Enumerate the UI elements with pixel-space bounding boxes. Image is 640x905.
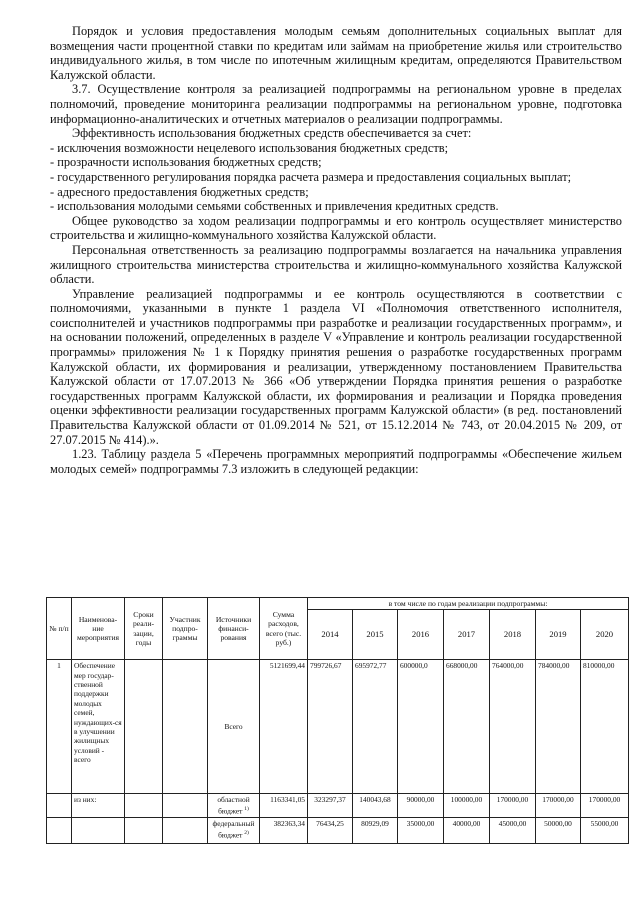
row2-num xyxy=(47,794,72,818)
row2-source xyxy=(208,794,260,818)
list-item-targeted: - адресного предоставления бюджетных средств; xyxy=(50,184,309,199)
header-year-2017: 2017 xyxy=(444,610,490,660)
list-item-regulation: - государственного регулирования порядка расчета размера и предоставления социальных выплат; xyxy=(50,169,572,184)
row2-2016: 90000,00 xyxy=(398,794,444,818)
row2-2014: 323297,37 xyxy=(308,794,353,818)
header-years-group: в том числе по годам реализации подпрограммы: xyxy=(308,598,629,610)
row1-terms xyxy=(125,660,163,794)
list-item-misuse: - исключения возможности нецелевого использования бюджетных средств; xyxy=(50,140,449,155)
row1-2017: 668000,00 xyxy=(444,660,490,794)
paragraph-1-23-table-intro: 1.23. Таблицу раздела 5 «Перечень программных мероприятий подпрограммы «Обеспечение жильем молодых семей» подпрограммы 7.3 изложить в следующей редакции: xyxy=(50,447,622,476)
paragraph-general-management: Общее руководство за ходом реализации подпрограммы и его контроль осуществляет министерство строительства и жилищно-коммунального хозяйства Калужской области. xyxy=(50,213,622,243)
header-name: Наименова-ние мероприятия xyxy=(72,598,125,660)
table-row xyxy=(47,660,629,794)
row1-source: Всего xyxy=(208,660,260,794)
row3-2016: 35000,00 xyxy=(398,818,444,844)
header-sources: Источники финанси-рования xyxy=(208,598,260,660)
row1-2020: 810000,00 xyxy=(581,660,629,794)
list-item-transparency: - прозрачности использования бюджетных средств; xyxy=(50,155,322,170)
row3-sum: 382363,34 xyxy=(260,818,308,844)
row2-terms xyxy=(125,794,163,818)
header-year-2019: 2019 xyxy=(536,610,581,660)
row3-footnote: 2) xyxy=(244,829,249,836)
row1-name: Обеспечение мер государ-ственной поддержки молодых семей, нуждающих-ся в улучшении жилищных условий - всего xyxy=(72,660,125,794)
header-terms: Сроки реали-зации, годы xyxy=(125,598,163,660)
row1-num: 1 xyxy=(47,660,72,794)
row2-2017: 100000,00 xyxy=(444,794,490,818)
row2-sum: 1163341,05 xyxy=(260,794,308,818)
row3-2014: 76434,25 xyxy=(308,818,353,844)
row3-num xyxy=(47,818,72,844)
row3-terms xyxy=(125,818,163,844)
header-sum: Сумма расходов, всего (тыс. руб.) xyxy=(260,598,308,660)
table-row xyxy=(47,818,629,844)
paragraph-management-control: Управление реализацией подпрограммы и ее контроль осуществляются в соответствии с полномочиями, указанными в пункте 1 раздела VI «Полномочия ответственного исполнителя, соисполнителей и участников подпрограммы при разработке и реализации государственных программ», и на основании положений, определенных в разделе V «Управление и контроль реализации государственной программы» приложения № 1 к Порядку принятия решения о разработке государственных программ Калужской области, их формирования и реализации, утвержденному постановлением Правительства Калужской области от 17.07.2013 № 366 «Об утверждении Порядка принятия решения о разработке государственных программ Калужской области, их формирования и реализации и Порядка проведения оценки эффективности реализации государственных программ Калужской области» (в ред. постановлений Правительства Калужской области от 01.09.2014 № 521, от 15.12.2014 № 743, от 20.04.2015 № 209, от 27.07.2015 № 414).». xyxy=(50,286,622,447)
row3-source-label: федеральный бюджет xyxy=(212,819,255,840)
row3-2019: 50000,00 xyxy=(536,818,581,844)
row3-2017: 40000,00 xyxy=(444,818,490,844)
row3-participant xyxy=(163,818,208,844)
header-year-2018: 2018 xyxy=(490,610,536,660)
row3-2020: 55000,00 xyxy=(581,818,629,844)
row2-participant xyxy=(163,794,208,818)
table-row xyxy=(47,794,629,818)
row2-source-label: областной бюджет xyxy=(217,795,250,816)
paragraph-efficiency: Эффективность использования бюджетных средств обеспечивается за счет: xyxy=(72,126,472,141)
row2-2020: 170000,00 xyxy=(581,794,629,818)
row3-source xyxy=(208,818,260,844)
row3-2015: 80929,09 xyxy=(353,818,398,844)
row1-2018: 764000,00 xyxy=(490,660,536,794)
row1-participant xyxy=(163,660,208,794)
list-item-own-funds: - использования молодыми семьями собственных и привлечения кредитных средств. xyxy=(50,199,499,214)
row1-2019: 784000,00 xyxy=(536,660,581,794)
row2-footnote: 1) xyxy=(244,805,249,812)
row1-sum: 5121699,44 xyxy=(260,660,308,794)
document-text xyxy=(50,24,622,476)
program-measures-table xyxy=(46,597,629,844)
paragraph-credit-conditions: Порядок и условия предоставления молодым семьям дополнительных социальных выплат для возмещения части процентной ставки по кредитам или займам на приобретение жилья или строительство индивидуального жилья, в том числе по ипотечным жилищным кредитам, определяются Правительством Калужской области. xyxy=(50,24,622,82)
row2-2018: 170000,00 xyxy=(490,794,536,818)
row1-2014: 799726,67 xyxy=(308,660,353,794)
row1-2015: 695972,77 xyxy=(353,660,398,794)
header-year-2015: 2015 xyxy=(353,610,398,660)
row2-2019: 170000,00 xyxy=(536,794,581,818)
row2-2015: 140043,68 xyxy=(353,794,398,818)
row1-2016: 600000,0 xyxy=(398,660,444,794)
row3-name xyxy=(72,818,125,844)
header-num: № п/п xyxy=(47,598,72,660)
paragraph-personal-responsibility: Персональная ответственность за реализацию подпрограммы возлагается на начальника управления жилищного строительства министерства строительства и жилищно-коммунального хозяйства Калужской области. xyxy=(50,242,622,287)
header-participant: Участник подпро-граммы xyxy=(163,598,208,660)
header-year-2014: 2014 xyxy=(308,610,353,660)
row2-name: из них: xyxy=(72,794,125,818)
paragraph-3-7-control: 3.7. Осуществление контроля за реализацией подпрограммы на региональном уровне в пределах полномочий, проведение мониторинга реализации подпрограммы на региональном уровне, подготовка информационно-аналитических и отчетных материалов о реализации подпрограммы. xyxy=(50,82,622,126)
header-year-2016: 2016 xyxy=(398,610,444,660)
row3-2018: 45000,00 xyxy=(490,818,536,844)
header-year-2020: 2020 xyxy=(581,610,629,660)
